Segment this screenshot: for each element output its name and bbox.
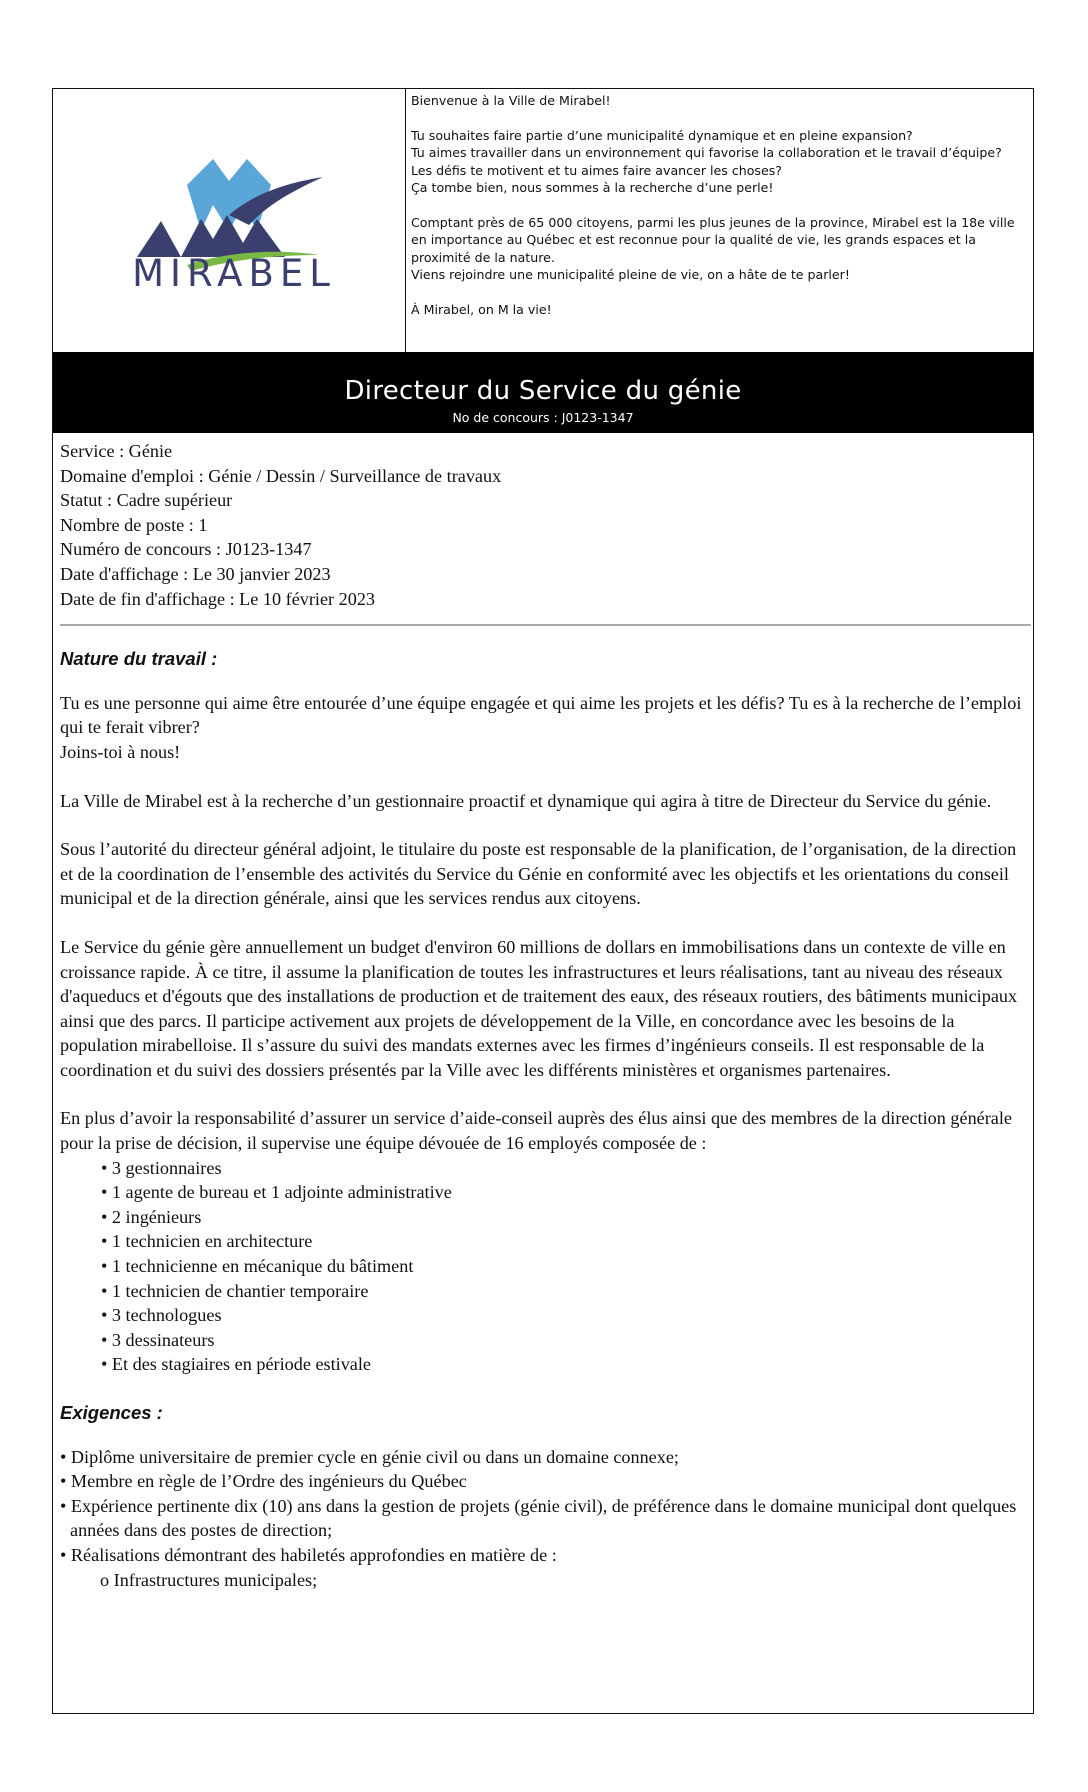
logo-wordmark: MIRABEL bbox=[132, 252, 336, 295]
meta-domain: Domaine d'emploi : Génie / Dessin / Surveillance de travaux bbox=[60, 465, 502, 486]
nature-paragraph: En plus d’avoir la responsabilité d’assurer un service d’aide-conseil auprès des élus ainsi que des membres de la direction générale pour la prise de décision, il supervise une équipe dévouée de 16 employés composée de : bbox=[60, 1108, 1012, 1154]
meta-list bbox=[60, 439, 1027, 611]
meta-posting-date: Date d'affichage : Le 30 janvier 2023 bbox=[60, 563, 331, 584]
meta-status: Statut : Cadre supérieur bbox=[60, 490, 233, 511]
list-item: • 1 technicienne en mécanique du bâtiment bbox=[101, 1256, 414, 1277]
nature-title: Nature du travail : bbox=[60, 648, 218, 670]
list-item: • Expérience pertinente dix (10) ans dans la gestion de projets (génie civil), de préférence dans le domaine municipal dont quelques années dans des postes de direction; bbox=[60, 1495, 1017, 1541]
list-item: • Diplôme universitaire de premier cycle en génie civil ou dans un domaine connexe; bbox=[60, 1446, 679, 1467]
nature-paragraph: Le Service du génie gère annuellement un budget d'environ 60 millions de dollars en immobilisations dans un contexte de ville en croissance rapide. À ce titre, il assume la planification de toutes les infrastructures et leurs réalisations, tant au niveau des réseaux d'aqueducs et d'égouts que des installations de production et de traitement des eaux, des réseaux routiers, des bâtiments municipaux ainsi que des parcs. Il participe activement aux projets de développement de la Ville, en concordance avec les besoins de la population mirabelloise. Il s’assure du suivi des mandats externes avec les firmes d’ingénieurs conseils. Il est responsable de la coordination et du suivi des dossiers présentés par la Ville avec les différents ministères et organismes partenaires. bbox=[60, 936, 1018, 1080]
contest-number: No de concours : J0123-1347 bbox=[452, 410, 634, 425]
list-item: • Membre en règle de l’Ordre des ingénieurs du Québec bbox=[60, 1471, 467, 1492]
title-banner bbox=[53, 352, 1033, 433]
intro-paragraph: Comptant près de 65 000 citoyens, parmi les plus jeunes de la province, Mirabel est la 18e ville en importance au Québec et est reconnue pour la qualité de vie, les grands espaces et la proximité de la nature. bbox=[411, 214, 1015, 265]
header bbox=[53, 89, 1033, 352]
meta-contest-number: Numéro de concours : J0123-1347 bbox=[60, 539, 312, 560]
job-posting-frame bbox=[52, 88, 1034, 1714]
nature-paragraph bbox=[60, 691, 1027, 765]
sub-list-item: o Infrastructures municipales; bbox=[100, 1569, 318, 1590]
intro-question: Tu souhaites faire partie d’une municipalité dynamique et en pleine expansion? bbox=[411, 127, 913, 143]
intro-question: Tu aimes travailler dans un environnement qui favorise la collaboration et le travail d’équipe? bbox=[411, 145, 1002, 160]
meta-end-date: Date de fin d'affichage : Le 10 février 2023 bbox=[60, 588, 376, 609]
nature-intro: Tu es une personne qui aime être entourée d’une équipe engagée et qui aime les projets et les défis? Tu es à la recherche de l’emploi qui te ferait vibrer? bbox=[60, 692, 1022, 738]
posting-body bbox=[53, 433, 1033, 1592]
intro-slogan: À Mirabel, on M la vie! bbox=[411, 301, 552, 317]
list-item: • 2 ingénieurs bbox=[101, 1206, 202, 1227]
list-item: • 3 technologues bbox=[101, 1305, 222, 1326]
intro-welcome: Bienvenue à la Ville de Mirabel! bbox=[411, 93, 611, 108]
intro-paragraph: Viens rejoindre une municipalité pleine de vie, on a hâte de te parler! bbox=[411, 267, 850, 282]
meta-service: Service : Génie bbox=[60, 441, 173, 461]
intro-text bbox=[411, 92, 1026, 318]
meta-positions: Nombre de poste : 1 bbox=[60, 514, 208, 535]
list-item: • 1 agente de bureau et 1 adjointe administrative bbox=[101, 1182, 452, 1203]
list-item: • 3 dessinateurs bbox=[101, 1329, 215, 1350]
exigences-title: Exigences : bbox=[60, 1402, 163, 1423]
intro-question: Les défis te motivent et tu aimes faire avancer les choses? bbox=[411, 162, 782, 178]
requirements-list bbox=[60, 1445, 1027, 1568]
divider bbox=[60, 624, 1031, 626]
list-item: • 1 technicien de chantier temporaire bbox=[101, 1280, 369, 1301]
logo-cell bbox=[53, 89, 406, 352]
list-item: • Et des stagiaires en période estivale bbox=[101, 1354, 371, 1375]
list-item: • Réalisations démontrant des habiletés approfondies en matière de : bbox=[60, 1544, 557, 1565]
nature-call: Joins-toi à nous! bbox=[60, 741, 181, 762]
list-item: • 1 technicien en architecture bbox=[101, 1231, 313, 1252]
nature-paragraph: Sous l’autorité du directeur général adjoint, le titulaire du poste est responsable de la planification, de l’organisation, de la direction et de la coordination de l’ensemble des activités du Service du Génie en conformité avec les objectifs et les orientations du conseil municipal et de la direction générale, ainsi que les services rendus aux citoyens. bbox=[60, 839, 1017, 909]
job-title: Directeur du Service du génie bbox=[344, 376, 742, 406]
list-item: • 3 gestionnaires bbox=[101, 1157, 222, 1178]
intro-question: Ça tombe bien, nous sommes à la recherche d’une perle! bbox=[411, 180, 774, 195]
team-list bbox=[60, 1156, 1027, 1377]
nature-paragraph: La Ville de Mirabel est à la recherche d’un gestionnaire proactif et dynamique qui agira à titre de Directeur du Service du génie. bbox=[60, 790, 992, 811]
